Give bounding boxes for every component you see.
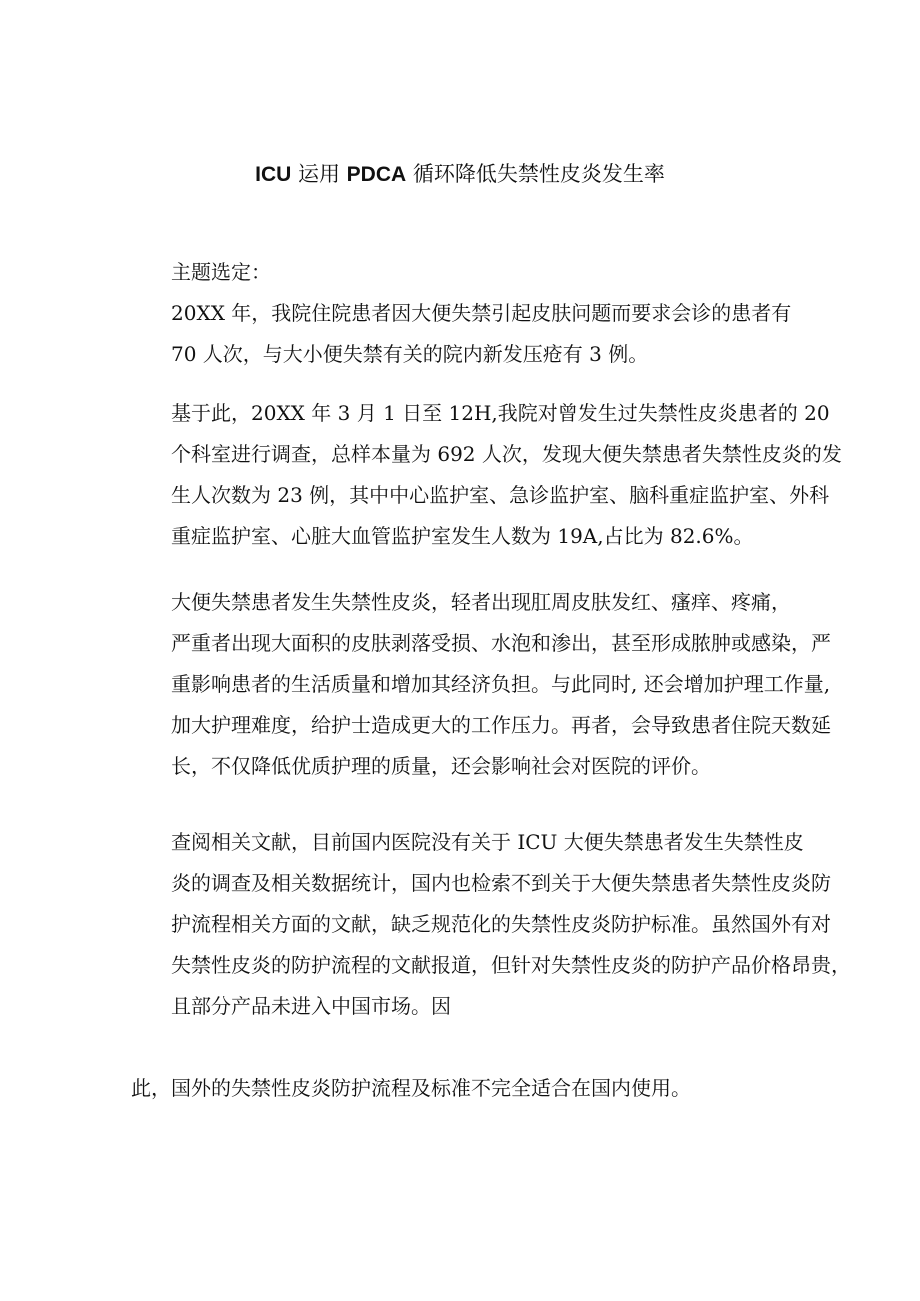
paragraph-2 — [131, 393, 842, 557]
section-heading: 主题选定： — [171, 260, 271, 284]
paragraph-line: 失禁性皮炎的防护流程的文献报道，但针对失禁性皮炎的防护产品价格昂贵， — [171, 953, 851, 977]
title-part-text-2: 循环降低失禁性皮炎发生率 — [406, 162, 665, 186]
paragraph-line: 基于此，20XX 年 3 月 1 日至 12H,我院对曾发生过失禁性皮炎患者的 20 — [171, 401, 830, 425]
paragraph-1 — [131, 293, 799, 375]
paragraph-line: 长，不仅降低优质护理的质量，还会影响社会对医院的评价。 — [171, 754, 711, 778]
paragraph-line: 炎的调查及相关数据统计，国内也检索不到关于大便失禁患者失禁性皮炎防 — [171, 871, 831, 895]
paragraph-line: 生人次数为 23 例，其中中心监护室、急诊监护室、脑科重症监护室、外科 — [171, 483, 830, 507]
paragraph-5 — [131, 1068, 799, 1109]
paragraph-line: 严重者出现大面积的皮肤剥落受损、水泡和渗出，甚至形成脓肿或感染，严 — [171, 631, 831, 655]
paragraph-line: 20XX 年，我院住院患者因大便失禁引起皮肤问题而要求会诊的患者有 — [171, 301, 792, 325]
paragraph-line: 70 人次，与大小便失禁有关的院内新发压疮有 3 例。 — [171, 342, 649, 366]
paragraph-4 — [131, 822, 851, 1027]
paragraph-line: 重影响患者的生活质量和增加其经济负担。与此同时, 还会增加护理工作量, — [171, 672, 831, 696]
document-title — [0, 158, 920, 191]
paragraph-line: 加大护理难度，给护士造成更大的工作压力。再者，会导致患者住院天数延 — [171, 713, 831, 737]
paragraph-3 — [131, 582, 831, 787]
paragraph-line: 个科室进行调查，总样本量为 692 人次，发现大便失禁患者失禁性皮炎的发 — [171, 442, 842, 466]
paragraph-line: 此，国外的失禁性皮炎防护流程及标准不完全适合在国内使用。 — [131, 1076, 691, 1100]
paragraph-line: 重症监护室、心脏大血管监护室发生人数为 19A,占比为 82.6%。 — [171, 524, 754, 548]
paragraph-line: 查阅相关文献，目前国内医院没有关于 ICU 大便失禁患者发生失禁性皮 — [171, 830, 804, 854]
paragraph-line: 护流程相关方面的文献，缺乏规范化的失禁性皮炎防护标准。虽然国外有对 — [171, 912, 831, 936]
title-part-icu: ICU — [255, 163, 292, 186]
title-part-text-1: 运用 — [291, 162, 347, 186]
paragraph-line: 大便失禁患者发生失禁性皮炎，轻者出现肛周皮肤发红、瘙痒、疼痛， — [171, 590, 791, 614]
paragraph-line: 且部分产品未进入中国市场。因 — [171, 994, 451, 1018]
title-part-pdca: PDCA — [346, 163, 407, 186]
